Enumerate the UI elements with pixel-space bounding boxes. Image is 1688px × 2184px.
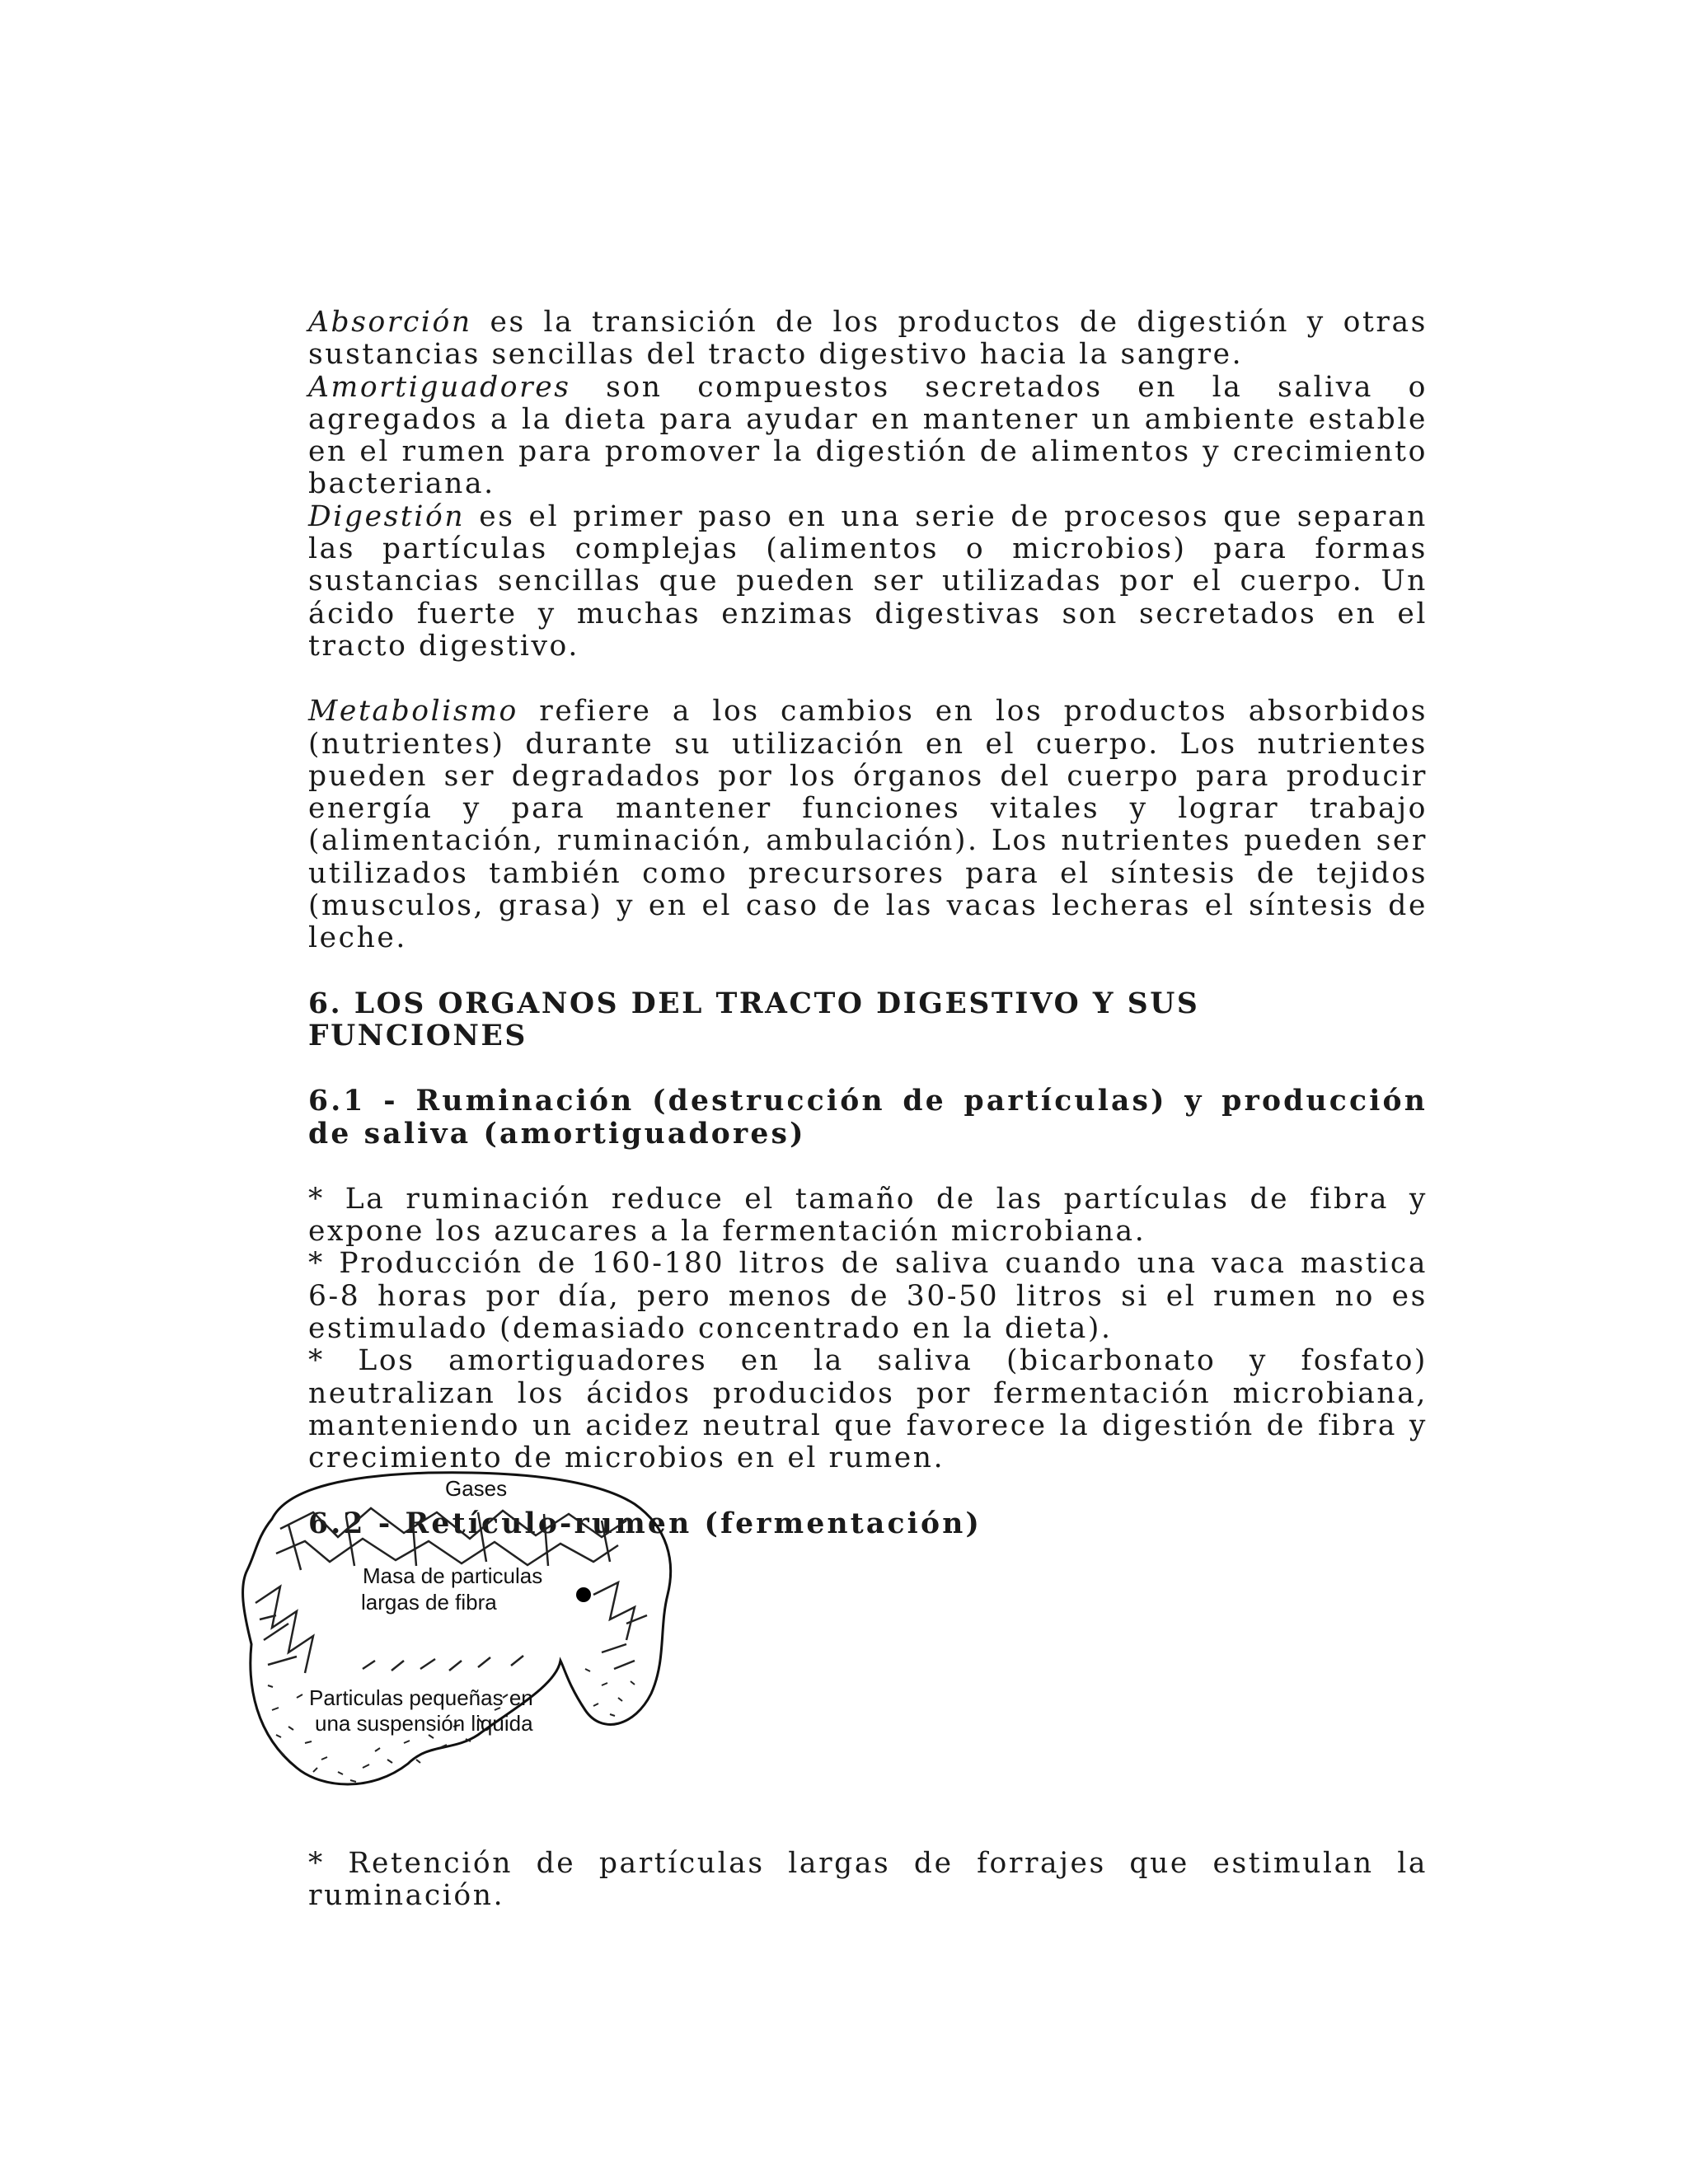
definition-amortiguadores <box>308 372 1428 501</box>
rumen-outline <box>243 1473 671 1784</box>
section-heading: 6. LOS ORGANOS DEL TRACTO DIGESTIVO Y SUS FUNCIONES <box>308 987 1200 1052</box>
bullet-item: * Retención de partículas largas de forrajes que estimulan la ruminación. <box>308 1847 1428 1913</box>
bullet-item: * Producción de 160-180 litros de saliva cuando una vaca mastica 6-8 horas por día, pero menos de 30-50 litros si el rumen no es estimulado (demasiado concentrado en la dieta). <box>308 1247 1428 1346</box>
definition-metabolismo <box>308 696 1428 954</box>
term-absorcion: Absorción <box>308 306 472 339</box>
term-digestion: Digestión <box>308 499 466 533</box>
subsection-heading-6-1: 6.1 - Ruminación (destrucción de partículas) y producción de saliva (amortiguadores) <box>308 1085 1428 1151</box>
label-small-line2: una suspensión liquida <box>315 1711 533 1736</box>
bullet-item: * La ruminación reduce el tamaño de las partículas de fibra y expone los azucares a la fermentación microbiana. <box>308 1182 1428 1249</box>
rumen-diagram <box>239 1463 684 1809</box>
rumen-diagram-svg <box>239 1463 684 1809</box>
document-body <box>308 307 1428 1540</box>
subsection-heading-6-2: 6.2 - Retículo-rumen (fermentación) <box>308 1507 982 1540</box>
marker-dot <box>576 1587 591 1602</box>
label-mass-line1: Masa de particulas <box>363 1563 543 1588</box>
definition-text: refiere a los cambios en los productos absorbidos (nutrientes) durante su utilización en el cuerpo. Los nutrientes pueden ser degradados por los órganos del cuerpo para producir energía y para mantener funciones vitales y lograr trabajo (alimentación, ruminación, ambulación). Los nutrientes pueden ser utilizados también como precursores para el síntesis de tejidos (musculos, grasa) y en el caso de las vacas lecheras el síntesis de leche. <box>308 695 1428 955</box>
closing-section <box>308 1848 1428 1913</box>
definition-text: es la transición de los productos de digestión y otras sustancias sencillas del tracto digestivo hacia la sangre. <box>308 306 1428 372</box>
bullet-item: * Los amortiguadores en la saliva (bicarbonato y fosfato) neutralizan los ácidos producidos por fermentación microbiana, manteniendo un acidez neutral que favorece la digestión de fibra y crecimiento de microbios en el rumen. <box>308 1344 1428 1475</box>
definition-text: es el primer paso en una serie de procesos que separan las partículas complejas (alimentos o microbios) para formas sustancias sencillas que pueden ser utilizadas por el cuerpo. Un ácido fuerte y muchas enzimas digestivas son secretados en el tracto digestivo. <box>308 499 1428 663</box>
term-metabolismo: Metabolismo <box>308 695 518 729</box>
label-small-line1: Particulas pequeñas en <box>309 1685 533 1710</box>
bullet-list <box>308 1183 1428 1475</box>
label-gases: Gases <box>445 1476 508 1501</box>
definition-absorcion <box>308 307 1428 372</box>
definition-digestion <box>308 501 1428 663</box>
definition-text: son compuestos secretados en la saliva o agregados a la dieta para ayudar en mantener un ambiente estable en el rumen para promover la digestión de alimentos y crecimiento bacteriana. <box>308 370 1428 501</box>
term-amortiguadores: Amortiguadores <box>308 370 571 404</box>
label-mass-line2: largas de fibra <box>361 1590 497 1615</box>
